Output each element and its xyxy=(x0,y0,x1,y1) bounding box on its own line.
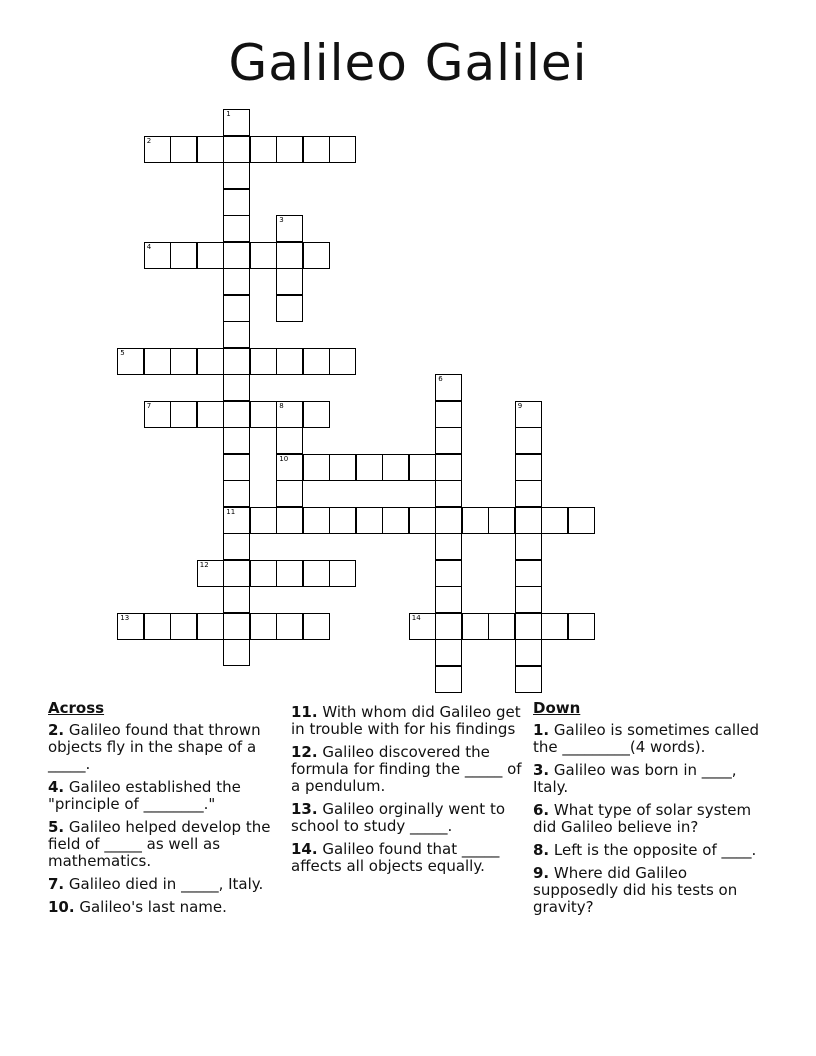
grid-cell[interactable] xyxy=(435,401,462,428)
grid-cell[interactable] xyxy=(356,454,383,481)
grid-cell[interactable] xyxy=(276,242,303,269)
grid-cell[interactable] xyxy=(515,401,542,428)
grid-cell[interactable] xyxy=(303,454,330,481)
grid-cell[interactable] xyxy=(223,189,250,216)
grid-cell[interactable] xyxy=(117,613,144,640)
across-clue xyxy=(48,779,276,813)
grid-cell[interactable] xyxy=(276,560,303,587)
clue-number: 9. xyxy=(533,864,550,882)
grid-cell[interactable] xyxy=(223,321,250,348)
grid-cell[interactable] xyxy=(515,480,542,507)
clue-text: Galileo found that thrown objects fly in the shape of a _____. xyxy=(48,721,261,773)
grid-cell[interactable] xyxy=(515,586,542,613)
grid-cell[interactable] xyxy=(144,348,171,375)
grid-cell[interactable] xyxy=(223,401,250,428)
down-clue xyxy=(533,762,773,796)
cell-number: 12 xyxy=(199,560,209,569)
grid-cell[interactable] xyxy=(250,507,277,534)
grid-cell[interactable] xyxy=(197,560,224,587)
grid-cell[interactable] xyxy=(197,136,224,163)
clue-number: 13. xyxy=(291,800,318,818)
grid-cell[interactable] xyxy=(276,215,303,242)
clue-number: 10. xyxy=(48,898,75,916)
grid-cell[interactable] xyxy=(250,401,277,428)
grid-cell[interactable] xyxy=(515,666,542,693)
grid-cell[interactable] xyxy=(435,480,462,507)
grid-cell[interactable] xyxy=(435,666,462,693)
grid-cell[interactable] xyxy=(250,613,277,640)
grid-cell[interactable] xyxy=(197,242,224,269)
grid-cell[interactable] xyxy=(144,136,171,163)
grid-cell[interactable] xyxy=(303,348,330,375)
across-clue xyxy=(48,899,276,916)
grid-cell[interactable] xyxy=(488,613,515,640)
grid-cell[interactable] xyxy=(223,295,250,322)
grid-cell[interactable] xyxy=(515,427,542,454)
grid-cell[interactable] xyxy=(329,507,356,534)
clue-number: 14. xyxy=(291,840,318,858)
grid-cell[interactable] xyxy=(435,374,462,401)
down-clues-column xyxy=(533,700,773,922)
cell-number: 3 xyxy=(279,216,284,225)
grid-cell[interactable] xyxy=(303,507,330,534)
clue-text: Galileo is sometimes called the _________(4 words). xyxy=(533,721,759,756)
grid-cell[interactable] xyxy=(276,401,303,428)
grid-cell[interactable] xyxy=(144,242,171,269)
grid-cell[interactable] xyxy=(223,136,250,163)
grid-cell[interactable] xyxy=(303,242,330,269)
grid-cell[interactable] xyxy=(223,639,250,666)
clue-text: Galileo established the "principle of ________." xyxy=(48,778,241,813)
grid-cell[interactable] xyxy=(303,136,330,163)
grid-cell[interactable] xyxy=(329,136,356,163)
cell-number: 14 xyxy=(411,613,421,622)
grid-cell[interactable] xyxy=(223,268,250,295)
grid-cell[interactable] xyxy=(250,348,277,375)
grid-cell[interactable] xyxy=(462,613,489,640)
grid-cell[interactable] xyxy=(462,507,489,534)
grid-cell[interactable] xyxy=(276,268,303,295)
grid-cell[interactable] xyxy=(223,507,250,534)
grid-cell[interactable] xyxy=(435,586,462,613)
grid-cell[interactable] xyxy=(329,348,356,375)
clue-number: 1. xyxy=(533,721,550,739)
cell-number: 10 xyxy=(279,454,289,463)
grid-cell[interactable] xyxy=(276,454,303,481)
grid-cell[interactable] xyxy=(250,560,277,587)
across-clues-column-2 xyxy=(291,704,523,881)
grid-cell[interactable] xyxy=(223,613,250,640)
across-clue xyxy=(291,801,523,835)
grid-cell[interactable] xyxy=(197,401,224,428)
clue-text: Galileo found that _____ affects all objects equally. xyxy=(291,840,500,875)
grid-cell[interactable] xyxy=(117,348,144,375)
grid-cell[interactable] xyxy=(568,613,595,640)
grid-cell[interactable] xyxy=(515,560,542,587)
across-clue xyxy=(291,841,523,875)
grid-cell[interactable] xyxy=(223,533,250,560)
across-clues-column-1 xyxy=(48,700,276,922)
grid-cell[interactable] xyxy=(223,560,250,587)
clue-number: 3. xyxy=(533,761,550,779)
down-clue xyxy=(533,842,773,859)
clue-number: 6. xyxy=(533,801,550,819)
grid-cell[interactable] xyxy=(144,401,171,428)
clue-text: With whom did Galileo get in trouble with for his findings xyxy=(291,703,521,738)
cell-number: 11 xyxy=(226,507,236,516)
grid-cell[interactable] xyxy=(223,454,250,481)
cell-number: 1 xyxy=(226,110,231,119)
grid-cell[interactable] xyxy=(170,242,197,269)
grid-cell[interactable] xyxy=(515,507,542,534)
grid-cell[interactable] xyxy=(276,295,303,322)
clue-number: 11. xyxy=(291,703,318,721)
grid-cell[interactable] xyxy=(409,454,436,481)
clue-text: Where did Galileo supposedly did his tests on gravity? xyxy=(533,864,738,916)
clue-text: Galileo discovered the formula for finding the _____ of a pendulum. xyxy=(291,743,522,795)
clue-number: 5. xyxy=(48,818,65,836)
grid-cell[interactable] xyxy=(329,454,356,481)
cell-number: 5 xyxy=(120,348,125,357)
grid-cell[interactable] xyxy=(435,533,462,560)
grid-cell[interactable] xyxy=(223,348,250,375)
cell-number: 9 xyxy=(517,401,523,410)
down-heading: Down xyxy=(533,699,581,717)
cell-number: 13 xyxy=(120,613,130,622)
grid-cell[interactable] xyxy=(515,613,542,640)
clue-text: What type of solar system did Galileo believe in? xyxy=(533,801,752,836)
cell-number: 2 xyxy=(146,136,152,145)
across-clue xyxy=(48,876,276,893)
grid-cell[interactable] xyxy=(568,507,595,534)
cell-number: 4 xyxy=(146,242,152,251)
grid-cell[interactable] xyxy=(382,507,409,534)
grid-cell[interactable] xyxy=(197,348,224,375)
grid-cell[interactable] xyxy=(170,401,197,428)
grid-cell[interactable] xyxy=(250,136,277,163)
cell-number: 7 xyxy=(146,401,152,410)
cell-number: 6 xyxy=(438,375,443,384)
grid-cell[interactable] xyxy=(488,507,515,534)
across-clue xyxy=(48,819,276,870)
grid-cell[interactable] xyxy=(541,507,568,534)
across-clue xyxy=(48,722,276,773)
grid-cell[interactable] xyxy=(435,507,462,534)
grid-cell[interactable] xyxy=(276,613,303,640)
grid-cell[interactable] xyxy=(223,480,250,507)
grid-cell[interactable] xyxy=(276,136,303,163)
grid-cell[interactable] xyxy=(276,427,303,454)
grid-cell[interactable] xyxy=(170,348,197,375)
down-clue xyxy=(533,865,773,916)
grid-cell[interactable] xyxy=(170,613,197,640)
clue-text: Galileo helped develop the field of _____ as well as mathematics. xyxy=(48,818,271,870)
grid-cell[interactable] xyxy=(435,560,462,587)
clue-number: 4. xyxy=(48,778,65,796)
grid-cell[interactable] xyxy=(223,427,250,454)
grid-cell[interactable] xyxy=(197,613,224,640)
grid-cell[interactable] xyxy=(276,480,303,507)
clue-number: 7. xyxy=(48,875,65,893)
across-clue xyxy=(291,744,523,795)
grid-cell[interactable] xyxy=(223,162,250,189)
grid-cell[interactable] xyxy=(303,613,330,640)
grid-cell[interactable] xyxy=(223,215,250,242)
grid-cell[interactable] xyxy=(435,613,462,640)
grid-cell[interactable] xyxy=(356,507,383,534)
grid-cell[interactable] xyxy=(223,586,250,613)
grid-cell[interactable] xyxy=(223,374,250,401)
grid-cell[interactable] xyxy=(435,454,462,481)
clue-text: Galileo died in _____, Italy. xyxy=(68,875,264,893)
grid-cell[interactable] xyxy=(435,639,462,666)
grid-cell[interactable] xyxy=(250,242,277,269)
down-clue xyxy=(533,722,773,756)
down-clue xyxy=(533,802,773,836)
grid-cell[interactable] xyxy=(223,109,250,136)
clue-text: Galileo was born in ____, Italy. xyxy=(533,761,737,796)
puzzle-title: Galileo Galilei xyxy=(228,34,588,92)
grid-cell[interactable] xyxy=(223,242,250,269)
grid-cell[interactable] xyxy=(409,613,436,640)
clue-number: 2. xyxy=(48,721,65,739)
clue-text: Galileo orginally went to school to study _____. xyxy=(291,800,506,835)
grid-cell[interactable] xyxy=(541,613,568,640)
across-clue xyxy=(291,704,523,738)
grid-cell[interactable] xyxy=(515,533,542,560)
clue-text: Left is the opposite of ____. xyxy=(553,841,757,859)
grid-cell[interactable] xyxy=(144,613,171,640)
grid-cell[interactable] xyxy=(382,454,409,481)
grid-cell[interactable] xyxy=(170,136,197,163)
grid-cell[interactable] xyxy=(276,348,303,375)
grid-cell[interactable] xyxy=(515,454,542,481)
grid-cell[interactable] xyxy=(515,639,542,666)
grid-cell[interactable] xyxy=(329,560,356,587)
clue-number: 12. xyxy=(291,743,318,761)
grid-cell[interactable] xyxy=(303,401,330,428)
grid-cell[interactable] xyxy=(276,507,303,534)
clue-number: 8. xyxy=(533,841,550,859)
across-heading: Across xyxy=(48,699,105,717)
grid-cell[interactable] xyxy=(435,427,462,454)
cell-number: 8 xyxy=(279,401,284,410)
grid-cell[interactable] xyxy=(409,507,436,534)
grid-cell[interactable] xyxy=(303,560,330,587)
clue-text: Galileo's last name. xyxy=(79,898,227,916)
